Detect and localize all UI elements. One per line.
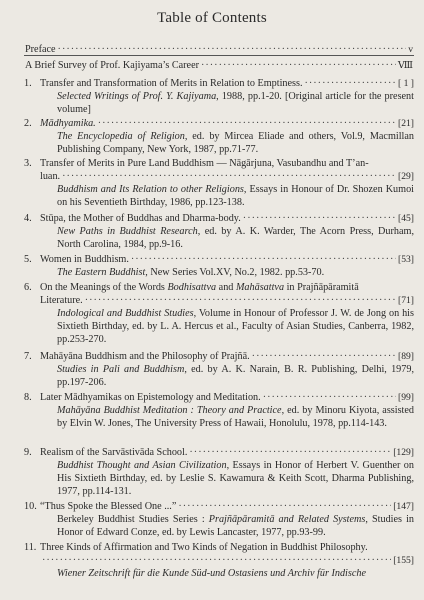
- entry-number: 11.: [24, 542, 37, 553]
- entry-number: 6.: [24, 282, 32, 293]
- entry-source: Berkeley Buddhist Studies Series : Prajñāpāramitā and Related Systems, Studies in Honor of Edward Conze, ed. by Lewis Lancaster, 1977, pp.93-99.: [57, 514, 414, 538]
- entry-number: 9.: [24, 447, 32, 458]
- divider: [24, 55, 414, 56]
- entry-source: Wiener Zeitschrift für die Kunde Süd-und Ostasiens und Archiv für Indische: [57, 568, 366, 579]
- entry-number: 7.: [24, 351, 32, 362]
- entry-source: The Encyclopedia of Religion, ed. by Mircea Eliade and others, Vol.9, Macmillan Publishing Company, New York, 1987, pp.71-77.: [57, 131, 414, 155]
- entry-title: Transfer and Transformation of Merits in Relation to Emptiness.: [40, 78, 303, 89]
- entry-page: [ 1 ]: [398, 78, 414, 89]
- entry-title: Realism of the Sarvāstivāda School.: [40, 447, 188, 458]
- entry-title: Mādhyamika.: [40, 118, 96, 129]
- entry-page: [71]: [398, 295, 414, 306]
- entry-title: “Thus Spoke the Blessed One ...”: [40, 501, 177, 512]
- entry-source: New Paths in Buddhist Research, ed. by A. K. Warder, The Acorn Press, Durham, North Carolina, 1984, pp.9-16.: [57, 226, 414, 250]
- entry-number: 8.: [24, 392, 32, 403]
- entry-title: Three Kinds of Affirmation and Two Kinds of Negation in Buddhist Philosophy.: [40, 542, 368, 553]
- entry-title: Mahāyāna Buddhism and the Philosophy of Prajñā.: [40, 351, 250, 362]
- entry-title: Women in Buddhism.: [40, 254, 129, 265]
- preface-label: Preface: [25, 44, 56, 55]
- entry-number: 10.: [24, 501, 37, 512]
- entry-source: Selected Writings of Prof. Y. Kajiyama, 1988, pp.1-20. [Original article for the present volume]: [57, 91, 414, 115]
- entry-source: Studies in Pali and Buddhism, ed. by A. K. Narain, B. R. Publishing, Delhi, 1979, pp.197-206.: [57, 364, 414, 388]
- entry-number: 2.: [24, 118, 32, 129]
- entry-number: 5.: [24, 254, 32, 265]
- entry-source: Mahāyāna Buddhist Meditation : Theory and Practice, ed. by Minoru Kiyota, assisted by Elvin W. Jones, The University Press of Hawaii, Honolulu, 1978, pp.114-143.: [57, 405, 414, 429]
- page-number: v: [408, 44, 413, 55]
- entry-source: The Eastern Buddhist, New Series Vol.XV, No.2, 1982. pp.53-70.: [57, 267, 325, 278]
- entry-page: [29]: [398, 171, 414, 182]
- entry-page: [45]: [398, 213, 414, 224]
- entry-page: [155]: [393, 555, 414, 566]
- entry-title-cont: luan.: [40, 171, 61, 182]
- entry-number: 3.: [24, 158, 32, 169]
- entry-source: Buddhist Thought and Asian Civilization, Essays in Honor of Herbert V. Guenther on His Sixtieth Birthday, ed. by Leslie S. Kawamura & Keith Scott, Dharma Publishing, 1977, pp.114-131.: [57, 460, 414, 497]
- entry-number: 4.: [24, 213, 32, 224]
- entry-number: 1.: [24, 78, 32, 89]
- leader-dots: [201, 59, 396, 72]
- entry-title: Stūpa, the Mother of Buddhas and Dharma-body.: [40, 213, 241, 224]
- survey-label: A Brief Survey of Prof. Kajiyama’s Career: [25, 60, 199, 71]
- entry-source: Buddhism and Its Relation to other Religions, Essays in Honour of Dr. Shozen Kumoi on his Seventieth Birthday, 1986, pp.123-138.: [57, 184, 414, 208]
- entry-title: Transfer of Merits in Pure Land Buddhism — Nāgārjuna, Vasubandhu and T’an-: [40, 158, 369, 169]
- page-number: Ⅷ: [397, 60, 413, 71]
- entry-title: On the Meanings of the Words Bodhisattva and Mahāsattva in Prajñāpāramitā: [40, 282, 359, 293]
- entry-page: [21]: [398, 118, 414, 129]
- entry-page: [53]: [398, 254, 414, 265]
- entry-source: Indological and Buddhist Studies, Volume in Honour of Professor J. W. de Jong on his Sixtieth Birthday, ed. by L. A. Hercus et al., Faculty of Asian Studies, Canberra, 1982, pp.253-270.: [57, 308, 414, 345]
- entry-page: [129]: [393, 447, 414, 458]
- entry-page: [89]: [398, 351, 414, 362]
- entry-page: [147]: [393, 501, 414, 512]
- entry-page: [99]: [398, 392, 414, 403]
- toc-entry-survey: [25, 59, 413, 72]
- entry-title-cont: Literature.: [40, 295, 83, 306]
- entry-title: Later Mādhyamikas on Epistemology and Meditation.: [40, 392, 261, 403]
- page-title: Table of Contents: [157, 10, 267, 26]
